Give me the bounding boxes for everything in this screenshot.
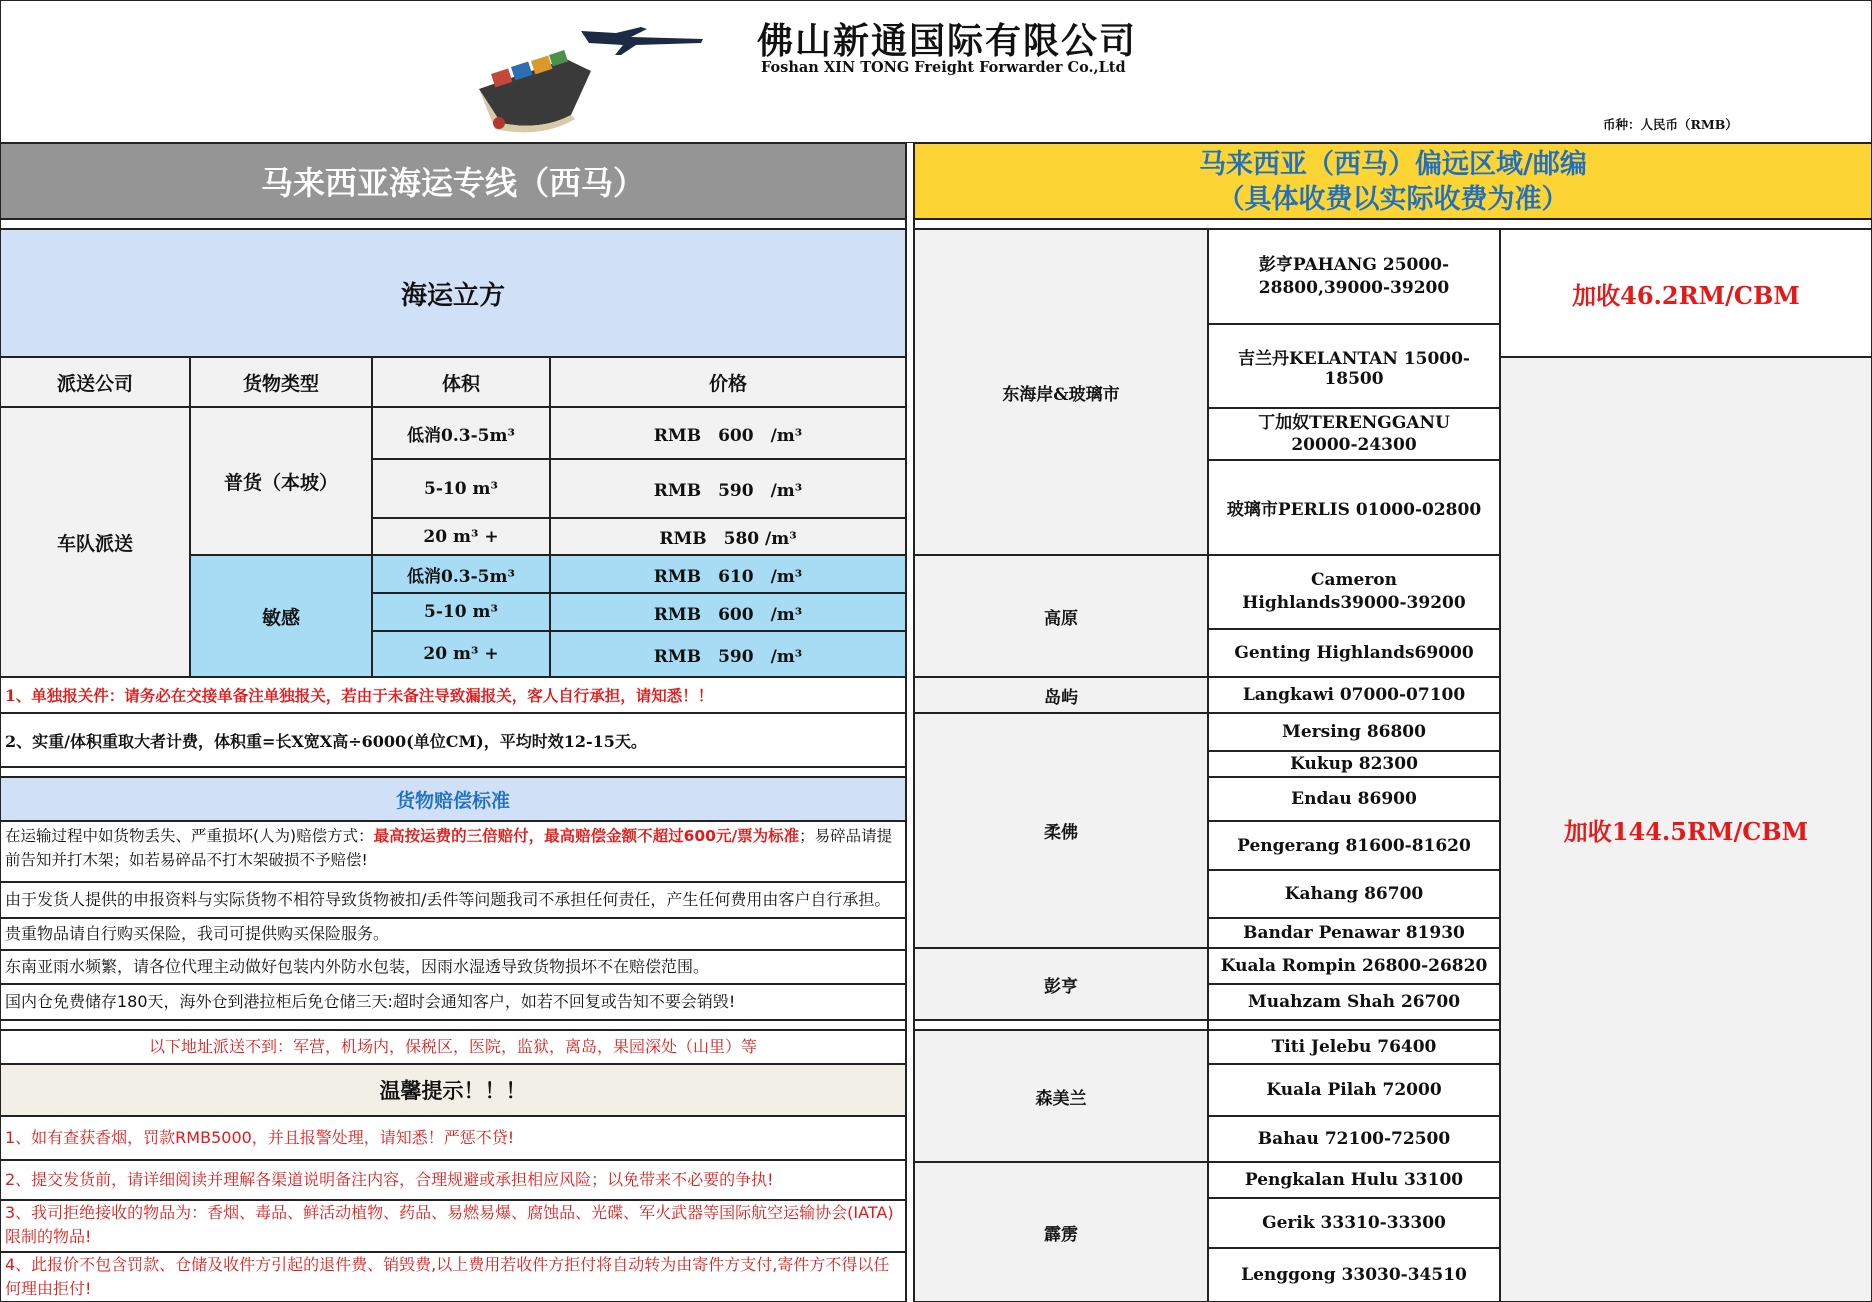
header <box>0 0 1872 143</box>
area-cell: 丁加奴TERENGGANU 20000-24300 <box>1208 408 1500 460</box>
area-cell: Bahau 72100-72500 <box>1208 1116 1500 1162</box>
right-title-line-2: （具体收费以实际收费为准） <box>1217 184 1569 215</box>
note-billing: 2、实重/体积重取大者计费，体积重=长X宽X高÷6000(单位CM)，平均时效12-15天。 <box>0 713 906 767</box>
area-cell: Lenggong 33030-34510 <box>1208 1248 1500 1302</box>
region-negeri-sembilan: 森美兰 <box>914 1030 1208 1162</box>
surcharge-east-coast: 加收46.2RM/CBM <box>1500 229 1872 357</box>
volume-cell: 5-10 m³ <box>372 459 550 518</box>
volume-cell: 低消0.3-5m³ <box>372 407 550 459</box>
compensation-rule-4: 东南亚雨水频繁，请各位代理主动做好包装内外防水包装，因雨水湿透导致货物损坏不在赔偿范围。 <box>0 950 906 984</box>
logo-ship-plane-icon <box>471 19 711 134</box>
currency-label: 币种：人民币（RMB） <box>1603 117 1738 132</box>
compensation-rule-3: 贵重物品请自行购买保险，我司可提供购买保险服务。 <box>0 918 906 950</box>
area-cell: Langkawi 07000-07100 <box>1208 677 1500 713</box>
price-cell: RMB 590 /m³ <box>550 631 906 677</box>
compensation-rule-2: 由于发货人提供的申报资料与实际货物不相符导致货物被扣/丢件等问题我司不承担任何责任，产生任何费用由客户自行承担。 <box>0 882 906 918</box>
region-highlands: 高原 <box>914 555 1208 677</box>
area-cell: 吉兰丹KELANTAN 15000-18500 <box>1208 324 1500 408</box>
area-cell: Gerik 33310-33300 <box>1208 1198 1500 1248</box>
area-cell: Bandar Penawar 81930 <box>1208 918 1500 948</box>
area-cell: Pengerang 81600-81620 <box>1208 821 1500 870</box>
area-cell: Mersing 86800 <box>1208 713 1500 751</box>
col-header-delivery: 派送公司 <box>0 357 190 407</box>
area-cell: Genting Highlands69000 <box>1208 629 1500 677</box>
spacer <box>914 219 1872 229</box>
no-delivery-note: 以下地址派送不到：军营，机场内，保税区，医院，监狱，离岛，果园深处（山里）等 <box>0 1030 906 1064</box>
cargo-type-sensitive: 敏感 <box>190 555 372 677</box>
section-title: 海运立方 <box>0 229 906 357</box>
region-perak: 霹雳 <box>914 1162 1208 1302</box>
area-cell: 玻璃市PERLIS 01000-02800 <box>1208 460 1500 555</box>
col-header-type: 货物类型 <box>190 357 372 407</box>
price-cell: RMB 600 /m³ <box>550 593 906 631</box>
area-cell: Endau 86900 <box>1208 777 1500 821</box>
left-title: 马来西亚海运专线（西马） <box>0 143 906 219</box>
note-customs: 1、单独报关件：请务必在交接单备注单独报关，若由于未备注导致漏报关，客人自行承担，请知悉！！ <box>0 677 906 713</box>
region-pahang: 彭亨 <box>914 948 1208 1020</box>
right-title <box>914 143 1872 219</box>
company-name-en: Foshan XIN TONG Freight Forwarder Co.,Ltd <box>761 59 1126 76</box>
volume-cell: 20 m³ + <box>372 631 550 677</box>
compensation-rule-5: 国内仓免费储存180天，海外仓到港拉柜后免仓储三天:超时会通知客户，如若不回复或告知不要会销毁! <box>0 984 906 1020</box>
volume-cell: 20 m³ + <box>372 518 550 555</box>
tip-1: 1、如有查获香烟，罚款RMB5000，并且报警处理，请知悉！严惩不贷! <box>0 1116 906 1160</box>
area-cell: Pengkalan Hulu 33100 <box>1208 1162 1500 1198</box>
column-divider <box>906 143 914 1302</box>
right-title-line-1: 马来西亚（西马）偏远区域/邮编 <box>1199 149 1587 180</box>
spacer <box>0 767 906 777</box>
price-cell: RMB 600 /m³ <box>550 407 906 459</box>
area-cell: Kahang 86700 <box>1208 870 1500 918</box>
volume-cell: 低消0.3-5m³ <box>372 555 550 593</box>
area-cell: Kukup 82300 <box>1208 751 1500 777</box>
col-header-volume: 体积 <box>372 357 550 407</box>
area-cell: Kuala Pilah 72000 <box>1208 1064 1500 1116</box>
tip-2: 2、提交发货前，请详细阅读并理解各渠道说明备注内容，合理规避或承担相应风险；以免带来不必要的争执! <box>0 1160 906 1200</box>
area-cell: Cameron Highlands39000-39200 <box>1208 555 1500 629</box>
cargo-type-normal: 普货（本坡） <box>190 407 372 555</box>
tip-3: 3、我司拒绝接收的物品为：香烟、毒品、鲜活动植物、药品、易燃易爆、腐蚀品、光碟、军火武器等国际航空运输协会(IATA)限制的物品! <box>0 1200 906 1252</box>
tip-4: 4、此报价不包含罚款、仓储及收件方引起的退件费、销毁费,以上费用若收件方拒付将自动转为由寄件方支付,寄件方不得以任何理由拒付! <box>0 1252 906 1302</box>
volume-cell: 5-10 m³ <box>372 593 550 631</box>
price-cell: RMB 610 /m³ <box>550 555 906 593</box>
spacer <box>0 1020 906 1030</box>
delivery-method: 车队派送 <box>0 407 190 677</box>
spacer <box>1208 1020 1500 1030</box>
area-cell: Muahzam Shah 26700 <box>1208 984 1500 1020</box>
area-cell: 彭亨PAHANG 25000-28800,39000-39200 <box>1208 229 1500 324</box>
price-cell: RMB 580 /m³ <box>550 518 906 555</box>
price-cell: RMB 590 /m³ <box>550 459 906 518</box>
compensation-title: 货物赔偿标准 <box>0 777 906 821</box>
company-name-cn: 佛山新通国际有限公司 <box>757 20 1138 62</box>
region-islands: 岛屿 <box>914 677 1208 713</box>
area-cell: Titi Jelebu 76400 <box>1208 1030 1500 1064</box>
compensation-rule-1: 在运输过程中如货物丢失、严重损坏(人为)赔偿方式：最高按运费的三倍赔付，最高赔偿金额不超过600元/票为标准；易碎品请提前告知并打木架；如若易碎品不打木架破损不予赔偿! <box>0 821 906 882</box>
surcharge-other: 加收144.5RM/CBM <box>1500 357 1872 1302</box>
area-cell: Kuala Rompin 26800-26820 <box>1208 948 1500 984</box>
spacer <box>914 1020 1208 1030</box>
col-header-price: 价格 <box>550 357 906 407</box>
tips-title: 温馨提示！！！ <box>0 1064 906 1116</box>
region-johor: 柔佛 <box>914 713 1208 948</box>
region-east-coast: 东海岸&玻璃市 <box>914 229 1208 555</box>
spacer <box>0 219 906 229</box>
